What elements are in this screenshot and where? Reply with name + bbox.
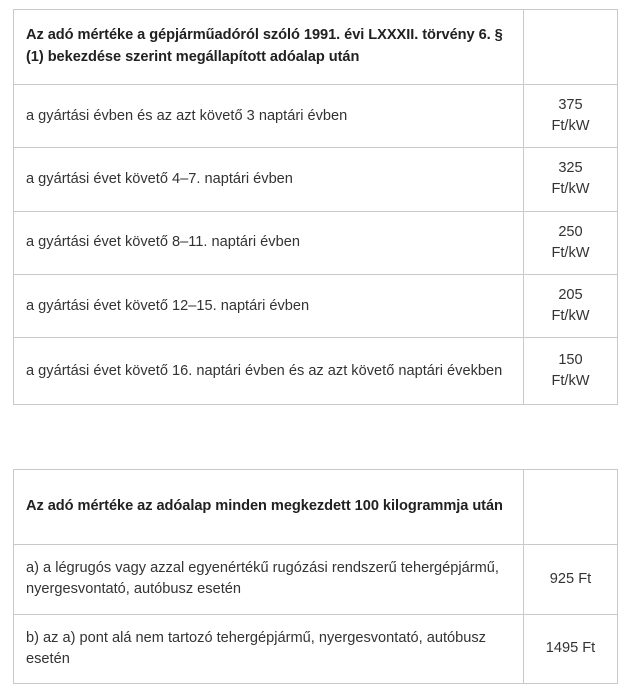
rate-amount: 375: [558, 97, 583, 113]
table-two-wrapper: [13, 469, 617, 684]
rate-unit: Ft: [578, 570, 592, 587]
rate-unit: Ft/kW: [551, 308, 590, 325]
rate-unit: Ft/kW: [551, 118, 590, 135]
table-row: [14, 470, 618, 545]
table-row: [14, 211, 618, 274]
rate-value: [524, 338, 618, 405]
table-two-header-value: [524, 470, 618, 545]
rate-amount: 250: [558, 223, 583, 240]
table-row: [14, 338, 618, 405]
rate-unit: Ft/kW: [551, 373, 590, 390]
rate-description: a gyártási évet követő 16. naptári évben és az azt követő naptári években: [14, 338, 524, 405]
rate-amount: 150: [558, 352, 583, 369]
table-row: [14, 614, 618, 683]
rate-description: a gyártási évet követő 8–11. naptári évben: [14, 211, 524, 274]
rate-value: [524, 274, 618, 337]
rate-unit: Ft/kW: [551, 181, 590, 198]
rate-amount: 325: [558, 160, 583, 177]
rate-unit: Ft: [582, 640, 596, 657]
table-row: [14, 10, 618, 85]
table-one-header-description: Az adó mértéke a gépjárműadóról szóló 1991. évi LXXXII. törvény 6. § (1) bekezdése szerint megállapított adóalap után: [14, 10, 524, 85]
rate-value: [524, 614, 618, 683]
rate-description: a gyártási évet követő 4–7. naptári évben: [14, 148, 524, 211]
rate-value: [524, 211, 618, 274]
rate-amount: 925: [549, 570, 575, 587]
table-row: [14, 148, 618, 211]
rate-value: [524, 85, 618, 148]
rate-description: a) a légrugós vagy azzal egyenértékű rugózási rendszerű tehergépjármű, nyergesvontató, autóbusz esetén: [14, 545, 524, 614]
table-one-header-value: [524, 10, 618, 85]
rate-unit: Ft/kW: [551, 244, 590, 261]
table-row: [14, 545, 618, 614]
table-row: [14, 85, 618, 148]
tax-rate-table-weight: [13, 469, 618, 684]
table-spacer: [13, 405, 617, 469]
rate-amount: 205: [558, 286, 583, 303]
tax-rate-table-vehicle-power: [13, 9, 618, 405]
table-two-header-description: Az adó mértéke az adóalap minden megkezdett 100 kilogrammja után: [14, 470, 524, 545]
rate-value: [524, 545, 618, 614]
rate-description: a gyártási évben és az azt követő 3 naptári évben: [14, 85, 524, 148]
rate-amount: 1495: [545, 640, 579, 657]
table-row: [14, 274, 618, 337]
rate-description: a gyártási évet követő 12–15. naptári évben: [14, 274, 524, 337]
rate-value: [524, 148, 618, 211]
rate-description: b) az a) pont alá nem tartozó tehergépjármű, nyergesvontató, autóbusz esetén: [14, 614, 524, 683]
